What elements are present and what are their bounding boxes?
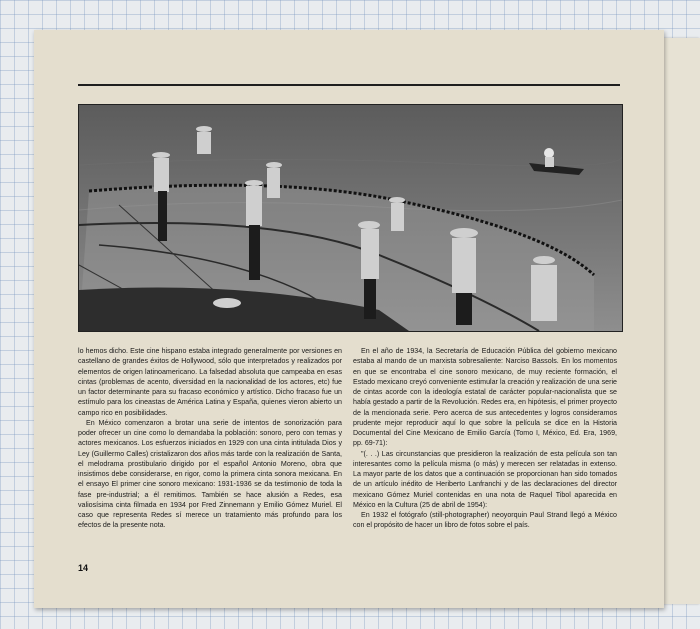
book-page <box>34 30 664 608</box>
facing-page-edge <box>664 38 700 604</box>
right-text-column <box>353 346 617 531</box>
header-rule <box>78 84 620 86</box>
quote-paragraph: "(. . .) Las circunstancias que presidieron la realización de esta película son tan interesantes como la película misma (o más) y merecen ser relatadas in extenso. La mayor parte de los datos que a continuación se proporcionan han sido tomados de un artículo inédito de Heriberto Lanfranchi y de las declaraciones del director mexicano Gómez Muriel contenidas en una nota de Raquel Tibol aparecida en México en la Cultura (25 de abril de 1954): <box>353 449 617 509</box>
fishermen-nets-photo <box>78 104 623 332</box>
page-number: 14 <box>78 563 89 573</box>
paragraph: En 1932 el fotógrafo (still-photographer) neoyorquin Paul Strand llegó a México con el propósito de hacer un libro de fotos sobre el país. <box>353 511 617 530</box>
paragraph: lo hemos dicho. Este cine hispano estaba integrado generalmente por versiones en castellano de grandes éxitos de Hollywood, sólo que interpretados y realizados por elementos de origen latinoamericano. La falsedad absoluta que campeaba en esas cintas (problemas de acento, diversidad en la nacionalidad de los actores, etc) fue un factor determinante para su fracaso económico y artístico. Dicho fracaso fue un estímulo para los cineastas de América Latina y España, quienes vieron abierto un campo rico en posibilidades. <box>78 347 342 417</box>
left-text-column <box>78 346 342 531</box>
paragraph: En México comenzaron a brotar una serie de intentos de sonorización para poder ofrecer un cine como lo demandaba la población: sonoro, pero con temas y actores mexicanos. Los esfuerzos iniciados en 1929 con una cinta intitulada Dios y Ley (Guillermo Calles) cristalizaron dos años más tarde con la realización de Santa, el melodrama prostibulario dirigido por el español Antonio Moreno, obra que insistimos debe considerarse, en rigor, como la primera cinta sonora mexicana. En el ensayo El primer cine sonoro mexicano: 1931-1936 se da testimonio de toda la fase pre-industrial; a él remitimos. También se hace alusión a Redes, esa valiosísima cinta filmada en 1934 por Fred Zinnemann y Emilio Gómez Muriel. El caso que representa Redes sí merece un tratamiento más profundo para los efectos de la presente nota. <box>78 418 342 530</box>
paragraph: En el año de 1934, la Secretaría de Educación Pública del gobierno mexicano estaba al mando de un marxista sobresaliente: Narciso Bassols. En los momentos en que se encontraba el cine sonoro mexicano, de muy reciente formación, el Estado mexicano creyó conveniente estimular la creación y realización de una serie de cintas acorde con la ideología estatal de carácter popular-nacionalista que se había gestado a partir de la Revolución. Redes era, en hipótesis, el primer proyecto de la mencionada serie. Pero acerca de sus antecedentes y logros consideramos prudente mejor reproducir aquí lo que sobre la película se dice en la Historia Documental del Cine Mexicano de Emilio García (Tomo I, México, Ed. Era, 1969, pp. 69-71): <box>353 347 617 448</box>
